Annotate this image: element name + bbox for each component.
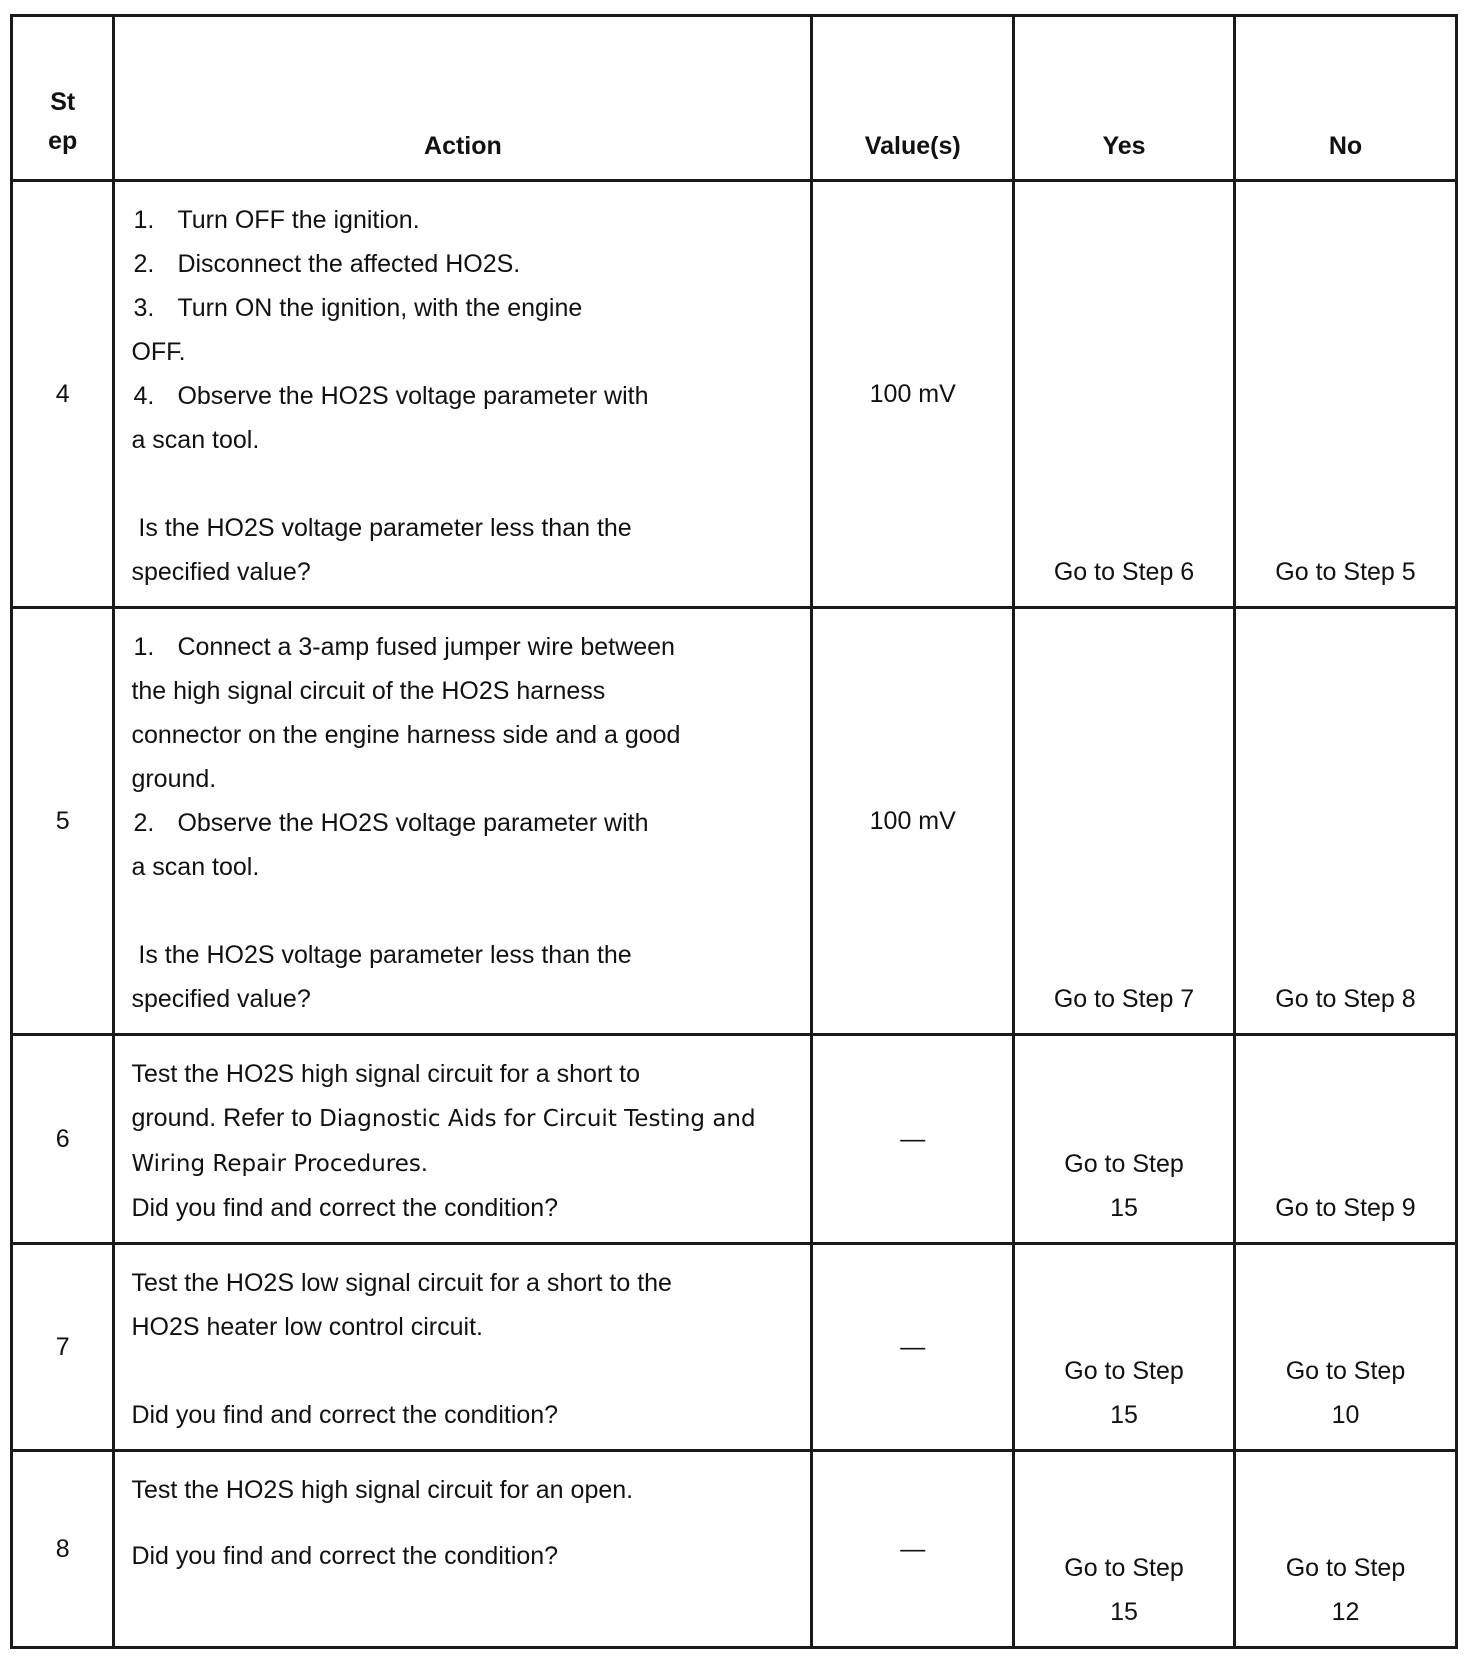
action-line: 4. Observe the HO2S voltage parameter with: [133, 382, 649, 410]
table-row: [12, 181, 1457, 608]
action-line: Test the HO2S low signal circuit for a short to the: [131, 1269, 672, 1297]
header-row: [12, 16, 1457, 181]
action-line: OFF.: [131, 338, 186, 366]
yes-cell: Go to Step 6: [1014, 181, 1235, 608]
step-number: 8: [12, 1451, 114, 1648]
no-cell: Go to Step 5: [1234, 181, 1456, 608]
header-yes: Yes: [1014, 16, 1235, 181]
question-line: specified value?: [131, 558, 311, 586]
action-line: a scan tool.: [131, 853, 260, 881]
question-line: Is the HO2S voltage parameter less than the: [131, 941, 632, 969]
action-cell: [114, 181, 812, 608]
no-cell: Go to Step 12: [1234, 1451, 1456, 1648]
action-line: 3. Turn ON the ignition, with the engine: [133, 294, 583, 322]
header-step-line1: St: [50, 88, 76, 116]
header-step-line2: ep: [48, 127, 78, 155]
yes-cell: Go to Step 7: [1014, 608, 1235, 1035]
action-line: Test the HO2S high signal circuit for an open.: [131, 1476, 634, 1504]
diagnostic-table: [10, 14, 1458, 1649]
action-line: the high signal circuit of the HO2S harness: [131, 677, 606, 705]
value-cell: 100 mV: [812, 181, 1014, 608]
no-cell: Go to Step 9: [1234, 1035, 1456, 1244]
no-cell: Go to Step 10: [1234, 1244, 1456, 1451]
table-row: [12, 1035, 1457, 1244]
question-line: Did you find and correct the condition?: [131, 1194, 559, 1222]
question-line: Is the HO2S voltage parameter less than the: [131, 514, 632, 542]
table-row: [12, 1451, 1457, 1648]
action-line: 1. Turn OFF the ignition.: [133, 206, 420, 234]
step-number: 4: [12, 181, 114, 608]
action-line: Test the HO2S high signal circuit for a short to: [131, 1060, 641, 1088]
action-line: connector on the engine harness side and a good: [131, 721, 681, 749]
yes-cell: Go to Step 15: [1014, 1451, 1235, 1648]
value-cell: —: [812, 1451, 1014, 1648]
value-cell: —: [812, 1244, 1014, 1451]
value-cell: —: [812, 1035, 1014, 1244]
header-step: [12, 16, 114, 181]
action-cell: [114, 1244, 812, 1451]
yes-cell: Go to Step 15: [1014, 1035, 1235, 1244]
table-row: [12, 608, 1457, 1035]
value-cell: 100 mV: [812, 608, 1014, 1035]
reference-link[interactable]: Diagnostic Aids for Circuit Testing and: [319, 1106, 756, 1132]
header-no: No: [1234, 16, 1456, 181]
action-cell: [114, 608, 812, 1035]
action-cell: [114, 1451, 812, 1648]
action-line: a scan tool.: [131, 426, 260, 454]
action-line: 1. Connect a 3-amp fused jumper wire between: [133, 633, 675, 661]
action-line: 2. Observe the HO2S voltage parameter with: [133, 809, 649, 837]
action-line: HO2S heater low control circuit.: [131, 1313, 483, 1341]
action-line: Wiring Repair Procedures.: [131, 1149, 428, 1177]
yes-cell: Go to Step 15: [1014, 1244, 1235, 1451]
question-line: specified value?: [131, 985, 311, 1013]
question-line: Did you find and correct the condition?: [131, 1542, 559, 1570]
step-number: 6: [12, 1035, 114, 1244]
action-cell: [114, 1035, 812, 1244]
action-line: 2. Disconnect the affected HO2S.: [133, 250, 521, 278]
reference-link[interactable]: Wiring Repair Procedures: [131, 1151, 421, 1177]
action-line: ground.: [131, 765, 217, 793]
step-number: 5: [12, 608, 114, 1035]
action-line: ground. Refer to Diagnostic Aids for Circuit Testing and: [131, 1104, 756, 1132]
header-values: Value(s): [812, 16, 1014, 181]
question-line: Did you find and correct the condition?: [131, 1401, 559, 1429]
step-number: 7: [12, 1244, 114, 1451]
header-action: Action: [114, 16, 812, 181]
table-row: [12, 1244, 1457, 1451]
no-cell: Go to Step 8: [1234, 608, 1456, 1035]
